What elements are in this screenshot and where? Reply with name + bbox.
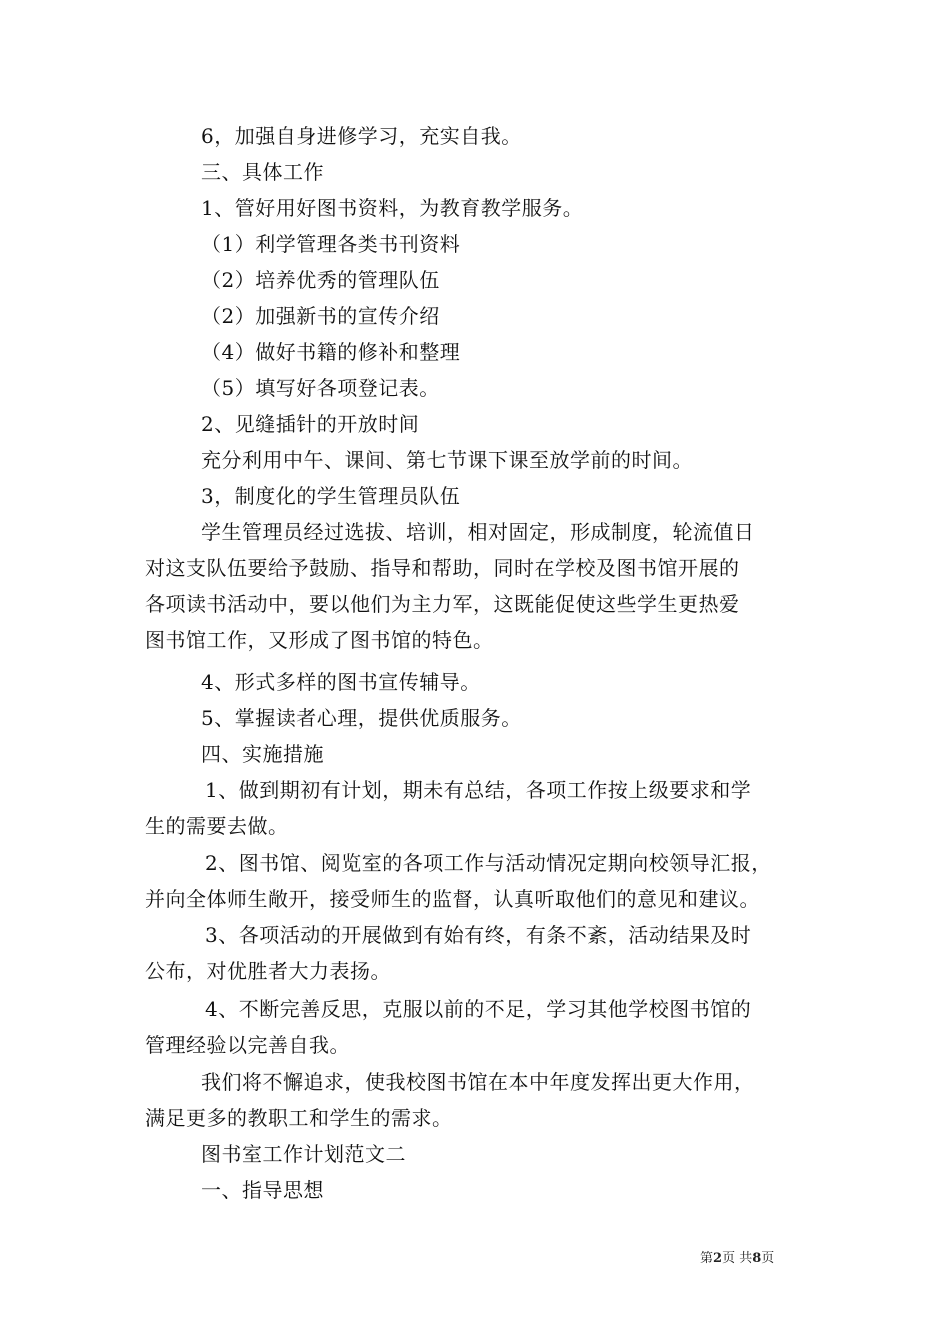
text-line: 并向全体师生敞开，接受师生的监督，认真听取他们的意见和建议。	[145, 887, 760, 911]
section-heading: 图书室工作计划范文二	[201, 1142, 406, 1166]
text-line: 满足更多的教职工和学生的需求。	[145, 1106, 453, 1130]
text-line: 生的需要去做。	[145, 814, 289, 838]
text-line: 对这支队伍要给予鼓励、指导和帮助，同时在学校及图书馆开展的	[145, 556, 740, 580]
text-line: 我们将不懈追求，使我校图书馆在本中年度发挥出更大作用，	[201, 1070, 755, 1094]
section-heading: 三、具体工作	[201, 160, 324, 184]
list-item: （2）加强新书的宣传介绍	[201, 304, 440, 328]
current-page-number: 2	[713, 1251, 723, 1266]
footer-suffix: 页	[761, 1251, 775, 1266]
text-line: 4、不断完善反思，克服以前的不足，学习其他学校图书馆的	[205, 997, 752, 1021]
list-item: （2）培养优秀的管理队伍	[201, 268, 440, 292]
text-line: 公布，对优胜者大力表扬。	[145, 959, 391, 983]
text-line: 学生管理员经过选拔、培训，相对固定，形成制度，轮流值日	[201, 520, 755, 544]
list-item: （1）利学管理各类书刊资料	[201, 232, 461, 256]
text-line: 5、掌握读者心理，提供优质服务。	[201, 706, 522, 730]
text-line: 1、管好用好图书资料，为教育教学服务。	[201, 196, 584, 220]
text-line: 充分利用中午、课间、第七节课下课至放学前的时间。	[201, 448, 693, 472]
text-line: 6，加强自身进修学习，充实自我。	[201, 124, 522, 148]
text-line: 1、做到期初有计划，期未有总结，各项工作按上级要求和学	[205, 778, 752, 802]
footer-middle: 页 共	[722, 1251, 753, 1266]
total-page-number: 8	[752, 1251, 762, 1266]
footer-prefix: 第	[700, 1251, 714, 1266]
text-line: 4、形式多样的图书宣传辅导。	[201, 670, 481, 694]
list-item: （5）填写好各项登记表。	[201, 376, 440, 400]
list-item: （4）做好书籍的修补和整理	[201, 340, 461, 364]
text-line: 2、见缝插针的开放时间	[201, 412, 420, 436]
text-line: 3，制度化的学生管理员队伍	[201, 484, 461, 508]
section-heading: 一、指导思想	[201, 1178, 324, 1202]
text-line: 图书馆工作，又形成了图书馆的特色。	[145, 628, 494, 652]
text-line: 2、图书馆、阅览室的各项工作与活动情况定期向校领导汇报，	[205, 851, 772, 875]
page-number-footer	[700, 1250, 774, 1268]
section-heading: 四、实施措施	[201, 742, 324, 766]
text-line: 各项读书活动中，要以他们为主力军，这既能促使这些学生更热爱	[145, 592, 740, 616]
text-line: 管理经验以完善自我。	[145, 1033, 350, 1057]
text-line: 3、各项活动的开展做到有始有终，有条不紊，活动结果及时	[205, 923, 752, 947]
